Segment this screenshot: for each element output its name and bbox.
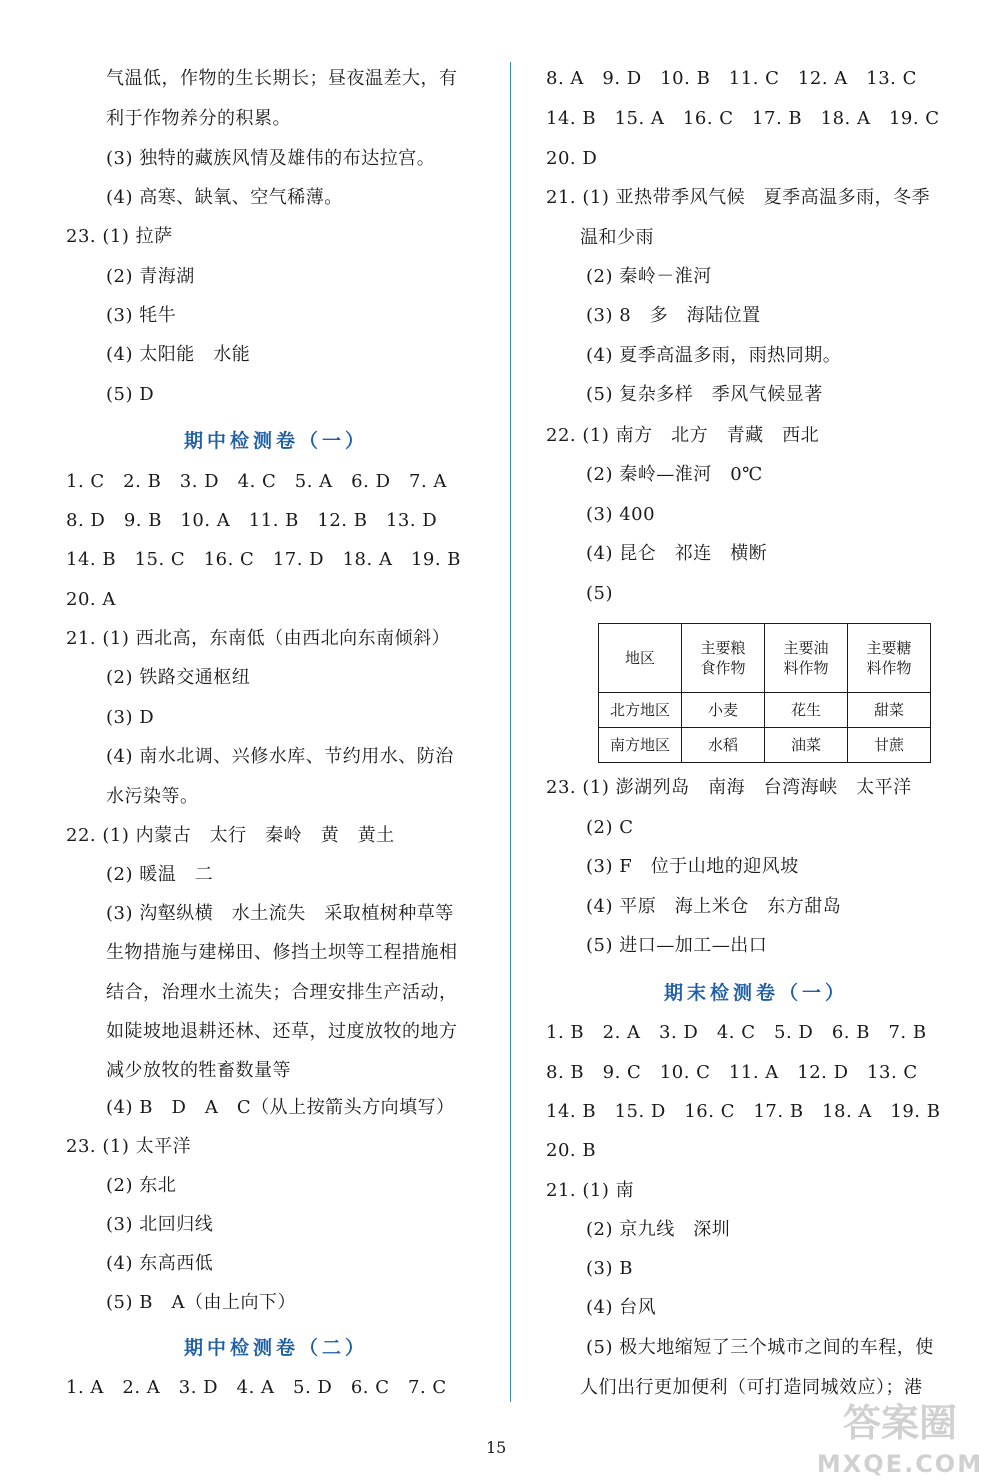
question-23: 23. (1) 太平洋 [66, 1136, 192, 1157]
choice-answers: 20. D [546, 148, 598, 169]
header-line: 主要糖 [866, 639, 912, 657]
text-line: (5) 进口—加工—出口 [586, 935, 768, 956]
table-cell: 小麦 [682, 693, 765, 728]
table-cell: 水稻 [682, 728, 765, 763]
table-header-cell: 地区 [599, 624, 682, 693]
text-line: (3) F 位于山地的迎风坡 [586, 856, 799, 877]
question-22: 22. (1) 内蒙古 太行 秦岭 黄 黄土 [66, 825, 395, 846]
text-line: (4) 南水北调、兴修水库、节约用水、防治 [106, 746, 454, 767]
text-line: (3) D [106, 707, 155, 728]
header-line: 料作物 [783, 659, 829, 677]
crops-table [598, 623, 931, 763]
table-row [599, 693, 931, 728]
text-line: (2) 铁路交通枢纽 [106, 667, 251, 688]
text-line: (4) 台风 [586, 1297, 657, 1318]
choice-answers: 20. A [66, 589, 116, 610]
text-line: (2) 暖温 二 [106, 864, 214, 885]
table-row [599, 728, 931, 763]
choice-answers: 1. B 2. A 3. D 4. C 5. D 6. B 7. B [546, 1022, 927, 1043]
text-line: (5) 极大地缩短了三个城市之间的车程，使 [586, 1337, 934, 1358]
table-cell: 花生 [765, 693, 848, 728]
text-line: 人们出行更加便利（可打造同城效应）；港 [580, 1377, 923, 1398]
question-23: 23. (1) 澎湖列岛 南海 台湾海峡 太平洋 [546, 777, 912, 798]
text-line: (3) 牦牛 [106, 305, 177, 326]
header-line: 主要油 [783, 639, 829, 657]
text-line: (2) C [586, 817, 634, 838]
watermark-logo [800, 1394, 996, 1480]
question-21: 21. (1) 亚热带季风气候 夏季高温多雨，冬季 [546, 187, 931, 208]
text-line: (4) 昆仑 祁连 横断 [586, 543, 768, 564]
text-line: (5) 复杂多样 季风气候显著 [586, 384, 823, 405]
choice-answers: 14. B 15. C 16. C 17. D 18. A 19. B [66, 549, 462, 570]
section-heading-midterm-1: 期中检测卷（一） [183, 430, 368, 452]
text-line: 如陡坡地退耕还林、还草，过度放牧的地方 [106, 1021, 458, 1042]
choice-answers: 8. B 9. C 10. C 11. A 12. D 13. C [546, 1062, 918, 1083]
table-header-cell [765, 624, 848, 693]
choice-answers: 1. C 2. B 3. D 4. C 5. A 6. D 7. A [66, 471, 447, 492]
table-row [599, 624, 931, 693]
choice-answers: 14. B 15. D 16. C 17. B 18. A 19. B [546, 1101, 941, 1122]
text-line: 气温低，作物的生长期长；昼夜温差大，有 [106, 68, 458, 89]
text-line: (2) 京九线 深圳 [586, 1219, 731, 1240]
table-cell: 油菜 [765, 728, 848, 763]
text-line: (3) 8 多 海陆位置 [586, 305, 761, 326]
text-line: (4) 太阳能 水能 [106, 344, 251, 365]
watermark-url: MXQE.COM [816, 1450, 984, 1478]
question-21: 21. (1) 南 [546, 1180, 635, 1201]
text-line: (5) B A（由上向下） [106, 1292, 296, 1313]
text-line: (3) 独特的藏族风情及雄伟的布达拉宫。 [106, 148, 436, 169]
question-23: 23. (1) 拉萨 [66, 226, 173, 247]
table-cell: 南方地区 [599, 728, 682, 763]
text-line: (4) 高寒、缺氧、空气稀薄。 [106, 187, 343, 208]
text-line: (4) B D A C（从上按箭头方向填写） [106, 1097, 455, 1118]
header-line: 食作物 [700, 659, 746, 677]
text-line: 生物措施与建梯田、修挡土坝等工程措施相 [106, 942, 458, 963]
header-line: 料作物 [866, 659, 912, 677]
choice-answers: 14. B 15. A 16. C 17. B 18. A 19. C [546, 108, 940, 129]
text-line: 水污染等。 [106, 786, 199, 807]
section-heading-final-1: 期末检测卷（一） [663, 982, 848, 1004]
text-line: (2) 秦岭－淮河 [586, 266, 712, 287]
question-21: 21. (1) 西北高，东南低（由西北向东南倾斜） [66, 628, 451, 649]
table-header-cell [682, 624, 765, 693]
table-cell: 北方地区 [599, 693, 682, 728]
question-22: 22. (1) 南方 北方 青藏 西北 [546, 425, 820, 446]
choice-answers: 20. B [546, 1140, 597, 1161]
text-line: (2) 青海湖 [106, 266, 195, 287]
table-cell: 甜菜 [848, 693, 931, 728]
column-divider [510, 62, 511, 1402]
text-line: 利于作物养分的积累。 [106, 108, 291, 129]
watermark-text: 答案圈 [842, 1401, 958, 1445]
text-line: 减少放牧的牲畜数量等 [106, 1060, 291, 1081]
table-header-cell [848, 624, 931, 693]
text-line: (4) 平原 海上米仓 东方甜岛 [586, 896, 842, 917]
text-line: (2) 秦岭—淮河 0℃ [586, 464, 763, 485]
text-line: (3) 沟壑纵横 水土流失 采取植树种草等 [106, 903, 454, 924]
text-line: (3) 400 [586, 504, 656, 525]
text-line: (2) 东北 [106, 1175, 177, 1196]
text-line: (4) 夏季高温多雨，雨热同期。 [586, 345, 842, 366]
choice-answers: 8. D 9. B 10. A 11. B 12. B 13. D [66, 510, 438, 531]
section-heading-midterm-2: 期中检测卷（二） [183, 1337, 368, 1359]
text-line: 温和少雨 [580, 227, 654, 248]
choice-answers: 1. A 2. A 3. D 4. A 5. D 6. C 7. C [66, 1377, 447, 1398]
text-line: (5) D [106, 384, 155, 405]
header-line: 主要粮 [700, 639, 746, 657]
text-line: (5) [586, 583, 613, 604]
text-line: (3) B [586, 1258, 633, 1279]
text-line: (3) 北回归线 [106, 1214, 214, 1235]
choice-answers: 8. A 9. D 10. B 11. C 12. A 13. C [546, 68, 917, 89]
page-number: 15 [486, 1438, 507, 1457]
text-line: (4) 东高西低 [106, 1253, 214, 1274]
text-line: 结合，治理水土流失；合理安排生产活动， [106, 982, 458, 1003]
table-cell: 甘蔗 [848, 728, 931, 763]
